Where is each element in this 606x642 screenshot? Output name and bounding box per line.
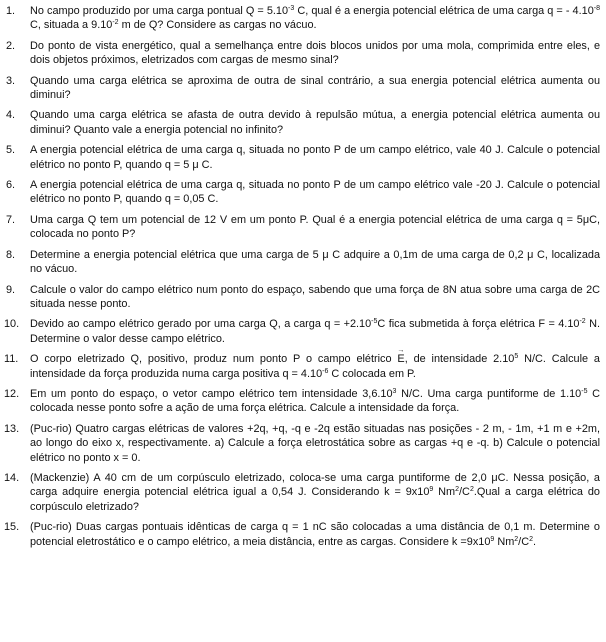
question-text: Calcule o valor do campo elétrico num ponto do espaço, sabendo que uma força de 8N atua sobre uma carga de 2C situada nesse ponto. <box>30 283 600 310</box>
question-text-segment: .Qual a carga elétrica do corpúsculo eletrizado? <box>30 486 600 513</box>
question-number: 15. <box>4 521 20 534</box>
exponent: 2 <box>469 486 474 494</box>
question-text-segment: m de Q? Considere as cargas no vácuo. <box>118 19 317 32</box>
exponent: -2 <box>112 19 119 27</box>
question-number: 11. <box>4 353 19 366</box>
question-number: 6. <box>6 179 16 192</box>
question-7 <box>0 213 606 242</box>
question-number: 9. <box>6 283 16 296</box>
question-text-segment: Nm <box>494 535 515 548</box>
exponent: 5 <box>514 353 519 361</box>
question-14 <box>0 471 606 514</box>
exponent: -8 <box>593 5 600 12</box>
exponent: 2 <box>529 535 533 543</box>
question-4 <box>0 108 606 137</box>
question-number: 12. <box>4 387 20 400</box>
question-text-segment: Devido ao campo elétrico gerado por uma carga Q, a carga q = +2.10 <box>30 318 372 331</box>
exponent: 2 <box>455 486 460 494</box>
question-text-segment: C, situada a 9.10 <box>30 19 113 32</box>
question-text-segment: C colocada nesse ponto sofre a ação de uma força elétrica. Calcule a intensidade da força. <box>30 387 601 415</box>
question-text: Uma carga Q tem um potencial de 12 V em um ponto P. Qual é a energia potencial elétrica de uma carga q = 5μC, colocada no ponto P? <box>30 213 600 241</box>
question-text: Do ponto de vista energético, qual a semelhança entre dois blocos unidos por uma mola, comprimida entre eles, e dois objetos próximos, eletrizados com cargas de mesmo sinal? <box>30 39 600 67</box>
question-5 <box>0 143 606 172</box>
question-text-segment: (Mackenzie) A 40 cm de um corpúsculo eletrizado, coloca-se uma carga puntiforme de 2,0 μC. Nessa posição, a carga adquire energia potencial elétrica igual a 0,54 J. Considerando k = 9x10 <box>30 471 600 499</box>
question-number: 5. <box>6 144 16 157</box>
question-number: 3. <box>6 74 16 87</box>
question-text-segment: , de intensidade 2.10 <box>404 353 515 366</box>
question-text-segment: C colocada em P. <box>328 367 416 380</box>
question-text: A energia potencial elétrica de uma carga q, situada no ponto P de um campo elétrico, vale 40 J. Calcule o potencial elétrico no ponto P, quando q = 5 μ C. <box>30 144 600 171</box>
question-text: Determine a energia potencial elétrica que uma carga de 5 μ C adquire a 0,1m de uma carga de 0,2 μ C, localizada no vácuo. <box>30 248 600 276</box>
exponent: -6 <box>322 367 329 375</box>
exponent: 3 <box>392 387 397 395</box>
question-text: Quando uma carga elétrica se afasta de outra devido à repulsão mútua, a energia potencial elétrica aumenta ou diminui? Quanto vale a energia potencial no infinito? <box>30 109 600 136</box>
question-text-segment: O corpo eletrizado Q, positivo, produz num ponto P o campo elétrico <box>30 353 398 366</box>
question-text-segment: C, qual é a energia potencial elétrica de uma carga q = - 4.10 <box>294 5 594 17</box>
question-number: 1. <box>6 5 16 17</box>
exponent: 9 <box>429 486 434 494</box>
exponent: -2 <box>579 318 586 326</box>
question-text: Quando uma carga elétrica se aproxima de outra de sinal contrário, a sua energia potencial elétrica aumenta ou diminui? <box>30 74 600 102</box>
question-text-segment: C fica submetida à força elétrica F = 4.10 <box>377 318 580 331</box>
question-text-segment: No campo produzido por uma carga pontual Q = 5.10 <box>30 5 289 17</box>
question-number: 14. <box>4 471 20 484</box>
exponent: 2 <box>514 535 519 543</box>
question-15 <box>0 520 606 549</box>
question-8 <box>0 248 606 277</box>
question-text-segment: Em um ponto do espaço, o vetor campo elétrico tem intensidade 3,6.10 <box>30 387 393 400</box>
electric-field-vector: → E <box>397 352 404 366</box>
exponent: -5 <box>581 387 588 395</box>
question-number: 7. <box>6 213 16 226</box>
question-number: 4. <box>6 109 16 122</box>
question-text-segment: /C <box>459 486 470 499</box>
question-text-segment: . <box>532 535 537 548</box>
question-number: 10. <box>4 318 20 331</box>
exponent: -5 <box>371 318 378 326</box>
question-number: 2. <box>6 39 16 52</box>
question-text-segment: N. Determine o valor desse campo elétrico. <box>30 318 601 345</box>
question-text-segment: N/C. Calcule a intensidade da força produzida numa carga positiva q = 4.10 <box>30 353 600 380</box>
question-number: 8. <box>6 248 16 261</box>
exponent: -3 <box>288 5 295 12</box>
question-1 <box>0 4 606 33</box>
exponent: 9 <box>490 535 495 543</box>
question-text-segment: /C <box>518 535 530 548</box>
question-text-segment: (Puc-rio) Duas cargas pontuais idênticas de carga q = 1 nC são colocadas a uma distância de 0,1 m. Determine o potencial eletrostático e o campo elétrico, a meia distância, entre as cargas. Considere k =9x10 <box>30 521 600 548</box>
question-9 <box>0 283 606 312</box>
question-text-segment: N/C. Uma carga puntiforme de 1.10 <box>396 387 582 400</box>
question-6 <box>0 178 606 207</box>
question-12 <box>0 387 606 416</box>
question-text: A energia potencial elétrica de uma carga q, situada no ponto P de um campo elétrico vale -20 J. Calcule o potencial elétrico no ponto P, quando q = 0,05 C. <box>30 179 600 206</box>
question-number: 13. <box>4 422 20 435</box>
question-text-segment: Nm <box>433 486 456 499</box>
question-3 <box>0 74 606 103</box>
question-text: (Puc-rio) Quatro cargas elétricas de valores +2q, +q, -q e -2q estão situadas nas posições - 2 m, - 1m, +1 m e +2m, ao longo do eixo x, respectivamente. a) Calcule a força eletrostática sobre as cargas +q e -q. b) Calcule o potencial elétrico no ponto x = 0. <box>30 422 600 464</box>
question-2 <box>0 39 606 68</box>
question-10 <box>0 317 606 346</box>
question-13 <box>0 422 606 465</box>
question-11 <box>0 352 606 381</box>
